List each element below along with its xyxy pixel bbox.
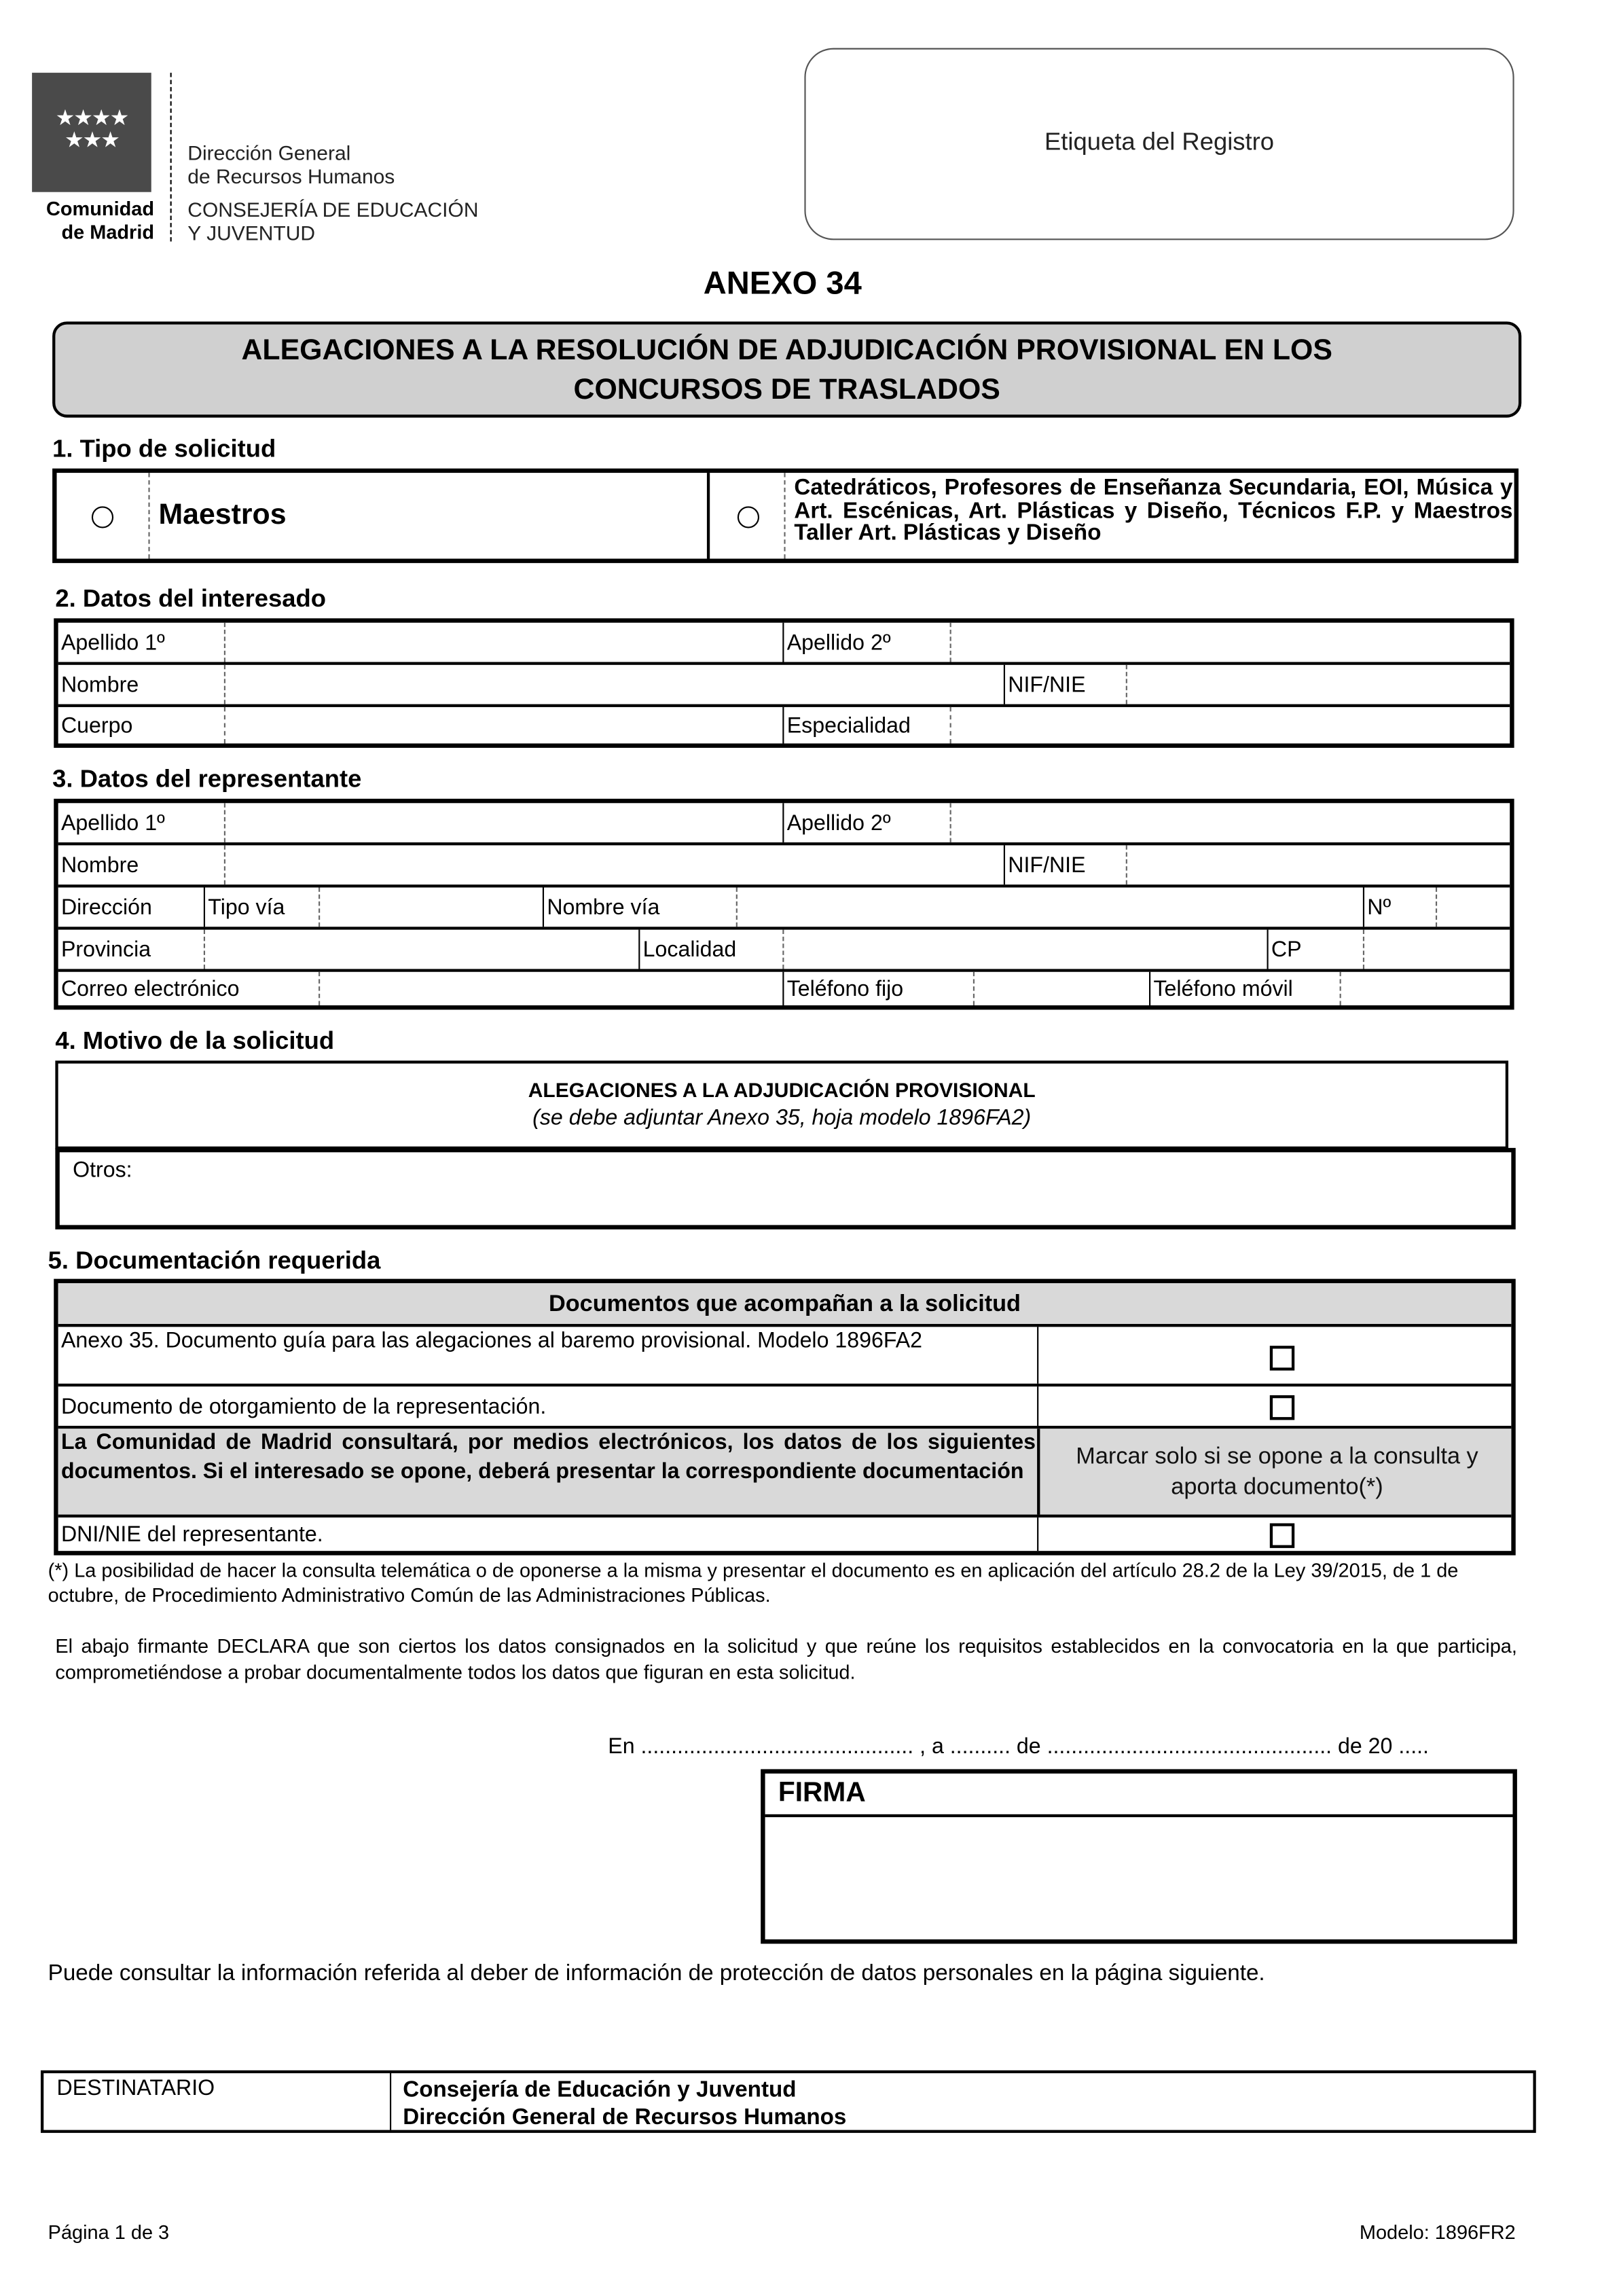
section-title: 5. Documentación requerida: [48, 1246, 381, 1275]
doc-label: DNI/NIE del representante.: [60, 1522, 323, 1547]
divider: [1037, 1429, 1040, 1514]
motivo-note: (se debe adjuntar Anexo 35, hoja modelo 1896FA2): [532, 1105, 1032, 1131]
numero-input[interactable]: [1436, 887, 1437, 927]
logo-text: [29, 198, 154, 245]
cp-input[interactable]: [1363, 930, 1364, 969]
table-row: [58, 887, 1510, 929]
correo-input[interactable]: [319, 972, 320, 1005]
field-label: Apellido 1º: [60, 810, 165, 836]
representante-table: [54, 799, 1514, 1010]
divider: [782, 623, 784, 662]
divider: [1267, 930, 1269, 969]
especialidad-input[interactable]: [950, 707, 951, 744]
divider: [204, 887, 205, 927]
doc-label: Documento de otorgamiento de la representación.: [60, 1393, 547, 1419]
table-row: [58, 1386, 1512, 1429]
field-label: Teléfono móvil: [1153, 976, 1293, 1001]
destinatario-line: Consejería de Educación y Juventud: [403, 2077, 797, 2102]
table-row: [58, 1518, 1512, 1551]
divider: [1004, 665, 1005, 704]
divider: [782, 707, 784, 744]
divider: [707, 473, 710, 558]
provincia-input[interactable]: [204, 930, 205, 969]
tipo-via-input[interactable]: [319, 887, 320, 927]
logo-divider: [170, 73, 172, 241]
table-row: [58, 803, 1510, 845]
apellido1-input[interactable]: [224, 623, 225, 662]
interesado-table: [54, 618, 1514, 748]
divider: [782, 803, 784, 842]
field-label: Cuerpo: [60, 713, 133, 738]
table-row: [58, 707, 1510, 744]
option-maestros-label: Maestros: [158, 499, 287, 531]
apellido2-input[interactable]: [950, 623, 951, 662]
section-title: 4. Motivo de la solicitud: [55, 1027, 335, 1055]
field-label: Tipo vía: [208, 895, 285, 920]
section-title: 1. Tipo de solicitud: [52, 435, 276, 463]
tel-fijo-input[interactable]: [973, 972, 975, 1005]
logo-line: Comunidad: [46, 198, 155, 220]
registry-label-box: [804, 48, 1514, 240]
checkbox-anexo35[interactable]: [1270, 1346, 1294, 1370]
field-label: Dirección: [60, 895, 152, 920]
destinatario-value: [403, 2076, 846, 2131]
divider: [782, 972, 784, 1005]
nif-input[interactable]: [1126, 665, 1127, 704]
field-label: Correo electrónico: [60, 976, 240, 1001]
rep-apellido1-input[interactable]: [224, 803, 225, 842]
field-label: Nombre: [60, 672, 139, 697]
checkbox-dni-representante[interactable]: [1270, 1523, 1294, 1547]
title-line: CONCURSOS DE TRASLADOS: [573, 374, 1000, 406]
consulta-column-label: Marcar solo si se opone a la consulta y aporta documento(*): [1076, 1444, 1478, 1501]
divider: [1037, 1327, 1038, 1384]
table-row: [58, 623, 1510, 665]
divider: [1037, 1386, 1038, 1426]
field-label: Apellido 2º: [786, 810, 891, 836]
rep-nif-input[interactable]: [1126, 845, 1127, 884]
field-label: NIF/NIE: [1008, 672, 1086, 697]
divider: [1037, 1518, 1038, 1551]
field-label: Apellido 1º: [60, 630, 165, 655]
field-label: Localidad: [642, 937, 737, 962]
declaration: El abajo firmante DECLARA que son ciertos los datos consignados en la solicitud y que reúne los requisitos establecidos en la convocatoria en la que participa, comprometiéndose a probar documentalmente todos los datos que figuran en esta solicitud.: [55, 1635, 1517, 1684]
section-title: 3. Datos del representante: [52, 765, 362, 793]
field-label: Apellido 2º: [786, 630, 891, 655]
table-row: [58, 665, 1510, 707]
otros-input[interactable]: [55, 1148, 1515, 1230]
org-line: de Recursos Humanos: [187, 164, 395, 188]
rep-nombre-input[interactable]: [224, 845, 225, 884]
divider: [1149, 972, 1150, 1005]
field-label: Teléfono fijo: [786, 976, 904, 1001]
option-catedraticos-label: Catedráticos, Profesores de Enseñanza Secundaria, EOI, Música y Art. Escénicas, Art. Plásticas y Diseño, Técnicos F.P. y Maestros Taller Art. Plásticas y Diseño: [794, 476, 1513, 546]
header-label: Documentos que acompañan a la solicitud: [548, 1291, 1021, 1317]
field-label: Especialidad: [786, 713, 911, 738]
privacy-note: Puede consultar la información referida al deber de información de protección de datos personales en la página siguiente.: [48, 1961, 1265, 1986]
org-name: [187, 141, 478, 245]
stars-icon: ★★★★ ★★★: [55, 106, 128, 153]
radio-maestros[interactable]: [92, 506, 113, 528]
tipo-solicitud-box: [52, 469, 1519, 563]
page-number: Página 1 de 3: [48, 2221, 170, 2244]
doc-label: Anexo 35. Documento guía para las alegaciones al baremo provisional. Modelo 1896FA2: [60, 1328, 923, 1353]
field-label: Provincia: [60, 937, 151, 962]
nombre-via-input[interactable]: [736, 887, 738, 927]
destinatario-label: DESTINATARIO: [56, 2076, 215, 2101]
divider: [1004, 845, 1005, 884]
firma-label: FIRMA: [765, 1774, 1513, 1817]
rep-apellido2-input[interactable]: [950, 803, 951, 842]
logo-line: de Madrid: [61, 221, 155, 243]
model-number: Modelo: 1896FR2: [1359, 2221, 1516, 2244]
title-line: ALEGACIONES A LA RESOLUCIÓN DE ADJUDICACIÓN PROVISIONAL EN LOS: [241, 334, 1332, 367]
annex-number: ANEXO 34: [703, 264, 862, 302]
checkbox-representacion[interactable]: [1270, 1395, 1294, 1420]
motivo-label: ALEGACIONES A LA ADJUDICACIÓN PROVISIONAL: [528, 1078, 1036, 1102]
nombre-input[interactable]: [224, 665, 225, 704]
field-label: CP: [1271, 937, 1302, 962]
divider: [390, 2073, 391, 2130]
table-row: [58, 930, 1510, 972]
motivo-box: [55, 1060, 1508, 1149]
table-row: [58, 1327, 1512, 1386]
divider: [148, 473, 149, 558]
field-label: Nombre: [60, 853, 139, 878]
divider: [543, 887, 544, 927]
registry-label: Etiqueta del Registro: [1044, 128, 1275, 156]
org-line: Y JUVENTUD: [187, 221, 316, 245]
divider: [784, 473, 785, 558]
table-header: [58, 1283, 1512, 1327]
section-title: 2. Datos del interesado: [55, 585, 327, 613]
field-label: Nº: [1367, 895, 1392, 920]
localidad-input[interactable]: [782, 930, 784, 969]
cuerpo-input[interactable]: [224, 707, 225, 744]
signature-box[interactable]: [761, 1769, 1517, 1943]
form-title: [52, 321, 1521, 417]
place-date-line[interactable]: En ............................................. , a .......... de ............................................... de 20 .....: [608, 1734, 1429, 1759]
otros-label: Otros:: [73, 1158, 132, 1183]
destinatario-line: Dirección General de Recursos Humanos: [403, 2105, 847, 2130]
table-row: [58, 1429, 1512, 1518]
tel-movil-input[interactable]: [1340, 972, 1341, 1005]
table-row: [58, 972, 1510, 1005]
field-label: Nombre vía: [547, 895, 660, 920]
footnote: (*) La posibilidad de hacer la consulta telemática o de oponerse a la misma y presentar el documento es en aplicación del artículo 28.2 de la Ley 39/2015, de 1 de octubre, de Procedimiento Administrativo Común de las Administraciones Públicas.: [48, 1560, 1459, 1607]
org-line: CONSEJERÍA DE EDUCACIÓN: [187, 198, 479, 221]
table-row: [58, 845, 1510, 887]
org-line: Dirección General: [187, 141, 351, 165]
divider: [1363, 887, 1364, 927]
documentation-table: [54, 1279, 1516, 1556]
divider: [638, 930, 640, 969]
consulta-text: La Comunidad de Madrid consultará, por medios electrónicos, los datos de los siguientes documentos. Si el interesado se opone, deberá presentar la correspondiente documentación: [60, 1430, 1036, 1484]
destinatario-box: [41, 2070, 1536, 2133]
radio-catedraticos[interactable]: [738, 506, 759, 528]
field-label: NIF/NIE: [1008, 853, 1086, 878]
